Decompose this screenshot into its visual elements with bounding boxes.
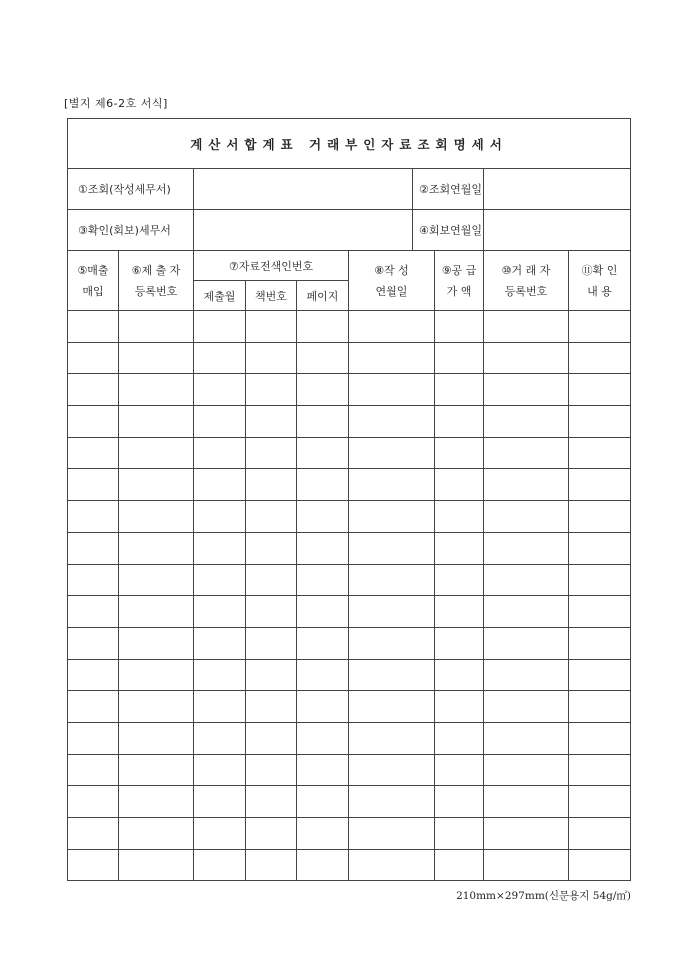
cell-submitter-reg-no[interactable] <box>119 849 194 881</box>
cell-confirmation[interactable] <box>569 722 631 754</box>
cell-supply-amount[interactable] <box>435 311 484 343</box>
cell-submitter-reg-no[interactable] <box>119 691 194 723</box>
form-title: 계산서합계표 거래부인자료조회명세서 <box>68 119 631 169</box>
cell-confirmation[interactable] <box>569 627 631 659</box>
cell-issue-date[interactable] <box>349 754 435 786</box>
table-row <box>68 532 631 564</box>
header-book-number: 책번호 <box>246 281 297 311</box>
cell-supply-amount[interactable] <box>435 786 484 818</box>
cell-trader-reg-no[interactable] <box>484 437 569 469</box>
header-trader-line1: ⑩거 래 자 <box>501 263 551 277</box>
cell-trader-reg-no[interactable] <box>484 374 569 406</box>
cell-submit-month[interactable] <box>194 627 246 659</box>
cell-book-number[interactable] <box>246 564 297 596</box>
table-row <box>68 691 631 723</box>
form-number-label: [별지 제6-2호 서식] <box>64 97 168 110</box>
cell-issue-date[interactable] <box>349 627 435 659</box>
cell-issue-date[interactable] <box>349 786 435 818</box>
cell-sales-purchase[interactable] <box>68 469 119 501</box>
cell-trader-reg-no[interactable] <box>484 849 569 881</box>
cell-supply-amount[interactable] <box>435 342 484 374</box>
cell-issue-date[interactable] <box>349 437 435 469</box>
cell-submitter-reg-no[interactable] <box>119 469 194 501</box>
table-row <box>68 437 631 469</box>
cell-submitter-reg-no[interactable] <box>119 406 194 438</box>
cell-submitter-reg-no[interactable] <box>119 501 194 533</box>
cell-sales-purchase[interactable] <box>68 406 119 438</box>
cell-sales-purchase[interactable] <box>68 754 119 786</box>
cell-issue-date[interactable] <box>349 691 435 723</box>
cell-book-number[interactable] <box>246 627 297 659</box>
cell-book-number[interactable] <box>246 311 297 343</box>
header-issue-date-line1: ⑧작 성 <box>374 263 409 277</box>
cell-trader-reg-no[interactable] <box>484 564 569 596</box>
cell-book-number[interactable] <box>246 722 297 754</box>
cell-submitter-reg-no[interactable] <box>119 818 194 850</box>
cell-page[interactable] <box>297 786 349 818</box>
cell-issue-date[interactable] <box>349 659 435 691</box>
cell-issue-date[interactable] <box>349 469 435 501</box>
cell-book-number[interactable] <box>246 406 297 438</box>
cell-trader-reg-no[interactable] <box>484 754 569 786</box>
cell-supply-amount[interactable] <box>435 469 484 501</box>
table-row <box>68 722 631 754</box>
cell-book-number[interactable] <box>246 691 297 723</box>
header-supply-amount-line1: ⑨공 급 <box>441 263 477 277</box>
cell-book-number[interactable] <box>246 469 297 501</box>
cell-page[interactable] <box>297 311 349 343</box>
cell-book-number[interactable] <box>246 818 297 850</box>
cell-trader-reg-no[interactable] <box>484 722 569 754</box>
cell-page[interactable] <box>297 437 349 469</box>
cell-book-number[interactable] <box>246 437 297 469</box>
cell-issue-date[interactable] <box>349 818 435 850</box>
cell-sales-purchase[interactable] <box>68 627 119 659</box>
cell-trader-reg-no[interactable] <box>484 691 569 723</box>
header-issue-date <box>349 251 435 311</box>
cell-trader-reg-no[interactable] <box>484 532 569 564</box>
cell-confirmation[interactable] <box>569 564 631 596</box>
cell-submit-month[interactable] <box>194 596 246 628</box>
cell-trader-reg-no[interactable] <box>484 406 569 438</box>
cell-submit-month[interactable] <box>194 437 246 469</box>
header-submitter-line2: 등록번호 <box>134 284 178 298</box>
cell-confirmation[interactable] <box>569 659 631 691</box>
cell-book-number[interactable] <box>246 342 297 374</box>
cell-issue-date[interactable] <box>349 722 435 754</box>
cell-confirmation[interactable] <box>569 311 631 343</box>
cell-submitter-reg-no[interactable] <box>119 564 194 596</box>
header-submit-month: 제출월 <box>194 281 246 311</box>
cell-page[interactable] <box>297 596 349 628</box>
cell-page[interactable] <box>297 564 349 596</box>
cell-page[interactable] <box>297 754 349 786</box>
cell-submit-month[interactable] <box>194 564 246 596</box>
table-row <box>68 564 631 596</box>
cell-page[interactable] <box>297 374 349 406</box>
cell-submit-month[interactable] <box>194 501 246 533</box>
cell-sales-purchase[interactable] <box>68 849 119 881</box>
cell-supply-amount[interactable] <box>435 406 484 438</box>
table-row <box>68 818 631 850</box>
cell-trader-reg-no[interactable] <box>484 596 569 628</box>
cell-page[interactable] <box>297 406 349 438</box>
cell-submitter-reg-no[interactable] <box>119 627 194 659</box>
header-supply-amount-line2: 가 액 <box>446 284 472 298</box>
cell-submit-month[interactable] <box>194 754 246 786</box>
cell-confirmation[interactable] <box>569 754 631 786</box>
cell-trader-reg-no[interactable] <box>484 311 569 343</box>
header-trader-line2: 등록번호 <box>504 284 548 298</box>
cell-submit-month[interactable] <box>194 722 246 754</box>
cell-submit-month[interactable] <box>194 469 246 501</box>
reply-date-label: ④회보연월일 <box>413 210 484 251</box>
cell-sales-purchase[interactable] <box>68 564 119 596</box>
cell-submitter-reg-no[interactable] <box>119 532 194 564</box>
table-row <box>68 849 631 881</box>
cell-sales-purchase[interactable] <box>68 374 119 406</box>
cell-book-number[interactable] <box>246 786 297 818</box>
cell-sales-purchase[interactable] <box>68 437 119 469</box>
cell-supply-amount[interactable] <box>435 659 484 691</box>
cell-trader-reg-no[interactable] <box>484 469 569 501</box>
table-row <box>68 596 631 628</box>
cell-sales-purchase[interactable] <box>68 342 119 374</box>
header-issue-date-line2: 연월일 <box>375 284 408 298</box>
cell-sales-purchase[interactable] <box>68 722 119 754</box>
cell-sales-purchase[interactable] <box>68 659 119 691</box>
cell-confirmation[interactable] <box>569 818 631 850</box>
cell-supply-amount[interactable] <box>435 564 484 596</box>
cell-confirmation[interactable] <box>569 501 631 533</box>
cell-supply-amount[interactable] <box>435 722 484 754</box>
cell-trader-reg-no[interactable] <box>484 342 569 374</box>
cell-page[interactable] <box>297 627 349 659</box>
cell-issue-date[interactable] <box>349 532 435 564</box>
inquiry-date-label: ②조회연월일 <box>413 169 484 210</box>
table-row <box>68 627 631 659</box>
cell-submit-month[interactable] <box>194 849 246 881</box>
cell-supply-amount[interactable] <box>435 374 484 406</box>
cell-submit-month[interactable] <box>194 786 246 818</box>
cell-submit-month[interactable] <box>194 532 246 564</box>
cell-confirmation[interactable] <box>569 469 631 501</box>
table-row <box>68 311 631 343</box>
inquiry-date-field[interactable] <box>484 169 631 210</box>
table-row <box>68 501 631 533</box>
cell-page[interactable] <box>297 469 349 501</box>
header-supply-amount <box>435 251 484 311</box>
cell-trader-reg-no[interactable] <box>484 659 569 691</box>
cell-book-number[interactable] <box>246 374 297 406</box>
inquiry-office-label: ①조회(작성세무서) <box>68 169 194 210</box>
cell-submit-month[interactable] <box>194 374 246 406</box>
cell-sales-purchase[interactable] <box>68 691 119 723</box>
cell-confirmation[interactable] <box>569 532 631 564</box>
cell-submit-month[interactable] <box>194 406 246 438</box>
cell-page[interactable] <box>297 659 349 691</box>
inquiry-statement-form <box>67 118 631 881</box>
cell-submitter-reg-no[interactable] <box>119 596 194 628</box>
cell-confirmation[interactable] <box>569 342 631 374</box>
cell-issue-date[interactable] <box>349 311 435 343</box>
cell-issue-date[interactable] <box>349 564 435 596</box>
cell-issue-date[interactable] <box>349 596 435 628</box>
cell-submitter-reg-no[interactable] <box>119 437 194 469</box>
header-sales-purchase <box>68 251 119 311</box>
header-confirmation <box>569 251 631 311</box>
cell-confirmation[interactable] <box>569 596 631 628</box>
table-row <box>68 374 631 406</box>
cell-supply-amount[interactable] <box>435 818 484 850</box>
cell-confirmation[interactable] <box>569 437 631 469</box>
cell-trader-reg-no[interactable] <box>484 501 569 533</box>
header-index-number-group: ⑦자료전색인번호 <box>194 251 349 281</box>
cell-page[interactable] <box>297 818 349 850</box>
cell-submitter-reg-no[interactable] <box>119 786 194 818</box>
cell-book-number[interactable] <box>246 501 297 533</box>
cell-supply-amount[interactable] <box>435 437 484 469</box>
table-row <box>68 786 631 818</box>
cell-submit-month[interactable] <box>194 691 246 723</box>
header-sales-purchase-line2: 매입 <box>82 284 104 298</box>
cell-issue-date[interactable] <box>349 849 435 881</box>
cell-issue-date[interactable] <box>349 406 435 438</box>
cell-submitter-reg-no[interactable] <box>119 311 194 343</box>
cell-sales-purchase[interactable] <box>68 501 119 533</box>
cell-confirmation[interactable] <box>569 374 631 406</box>
cell-sales-purchase[interactable] <box>68 596 119 628</box>
header-trader-reg-no <box>484 251 569 311</box>
cell-supply-amount[interactable] <box>435 532 484 564</box>
header-submitter-line1: ⑥제 출 자 <box>131 263 181 277</box>
cell-supply-amount[interactable] <box>435 501 484 533</box>
cell-supply-amount[interactable] <box>435 596 484 628</box>
confirm-office-label: ③확인(회보)세무서 <box>68 210 194 251</box>
cell-sales-purchase[interactable] <box>68 786 119 818</box>
cell-issue-date[interactable] <box>349 374 435 406</box>
cell-book-number[interactable] <box>246 532 297 564</box>
cell-confirmation[interactable] <box>569 849 631 881</box>
confirm-office-field[interactable] <box>194 210 413 251</box>
header-confirmation-line2: 내 용 <box>587 284 612 298</box>
table-row <box>68 659 631 691</box>
table-row <box>68 469 631 501</box>
cell-issue-date[interactable] <box>349 342 435 374</box>
header-sales-purchase-line1: ⑤매출 <box>77 263 109 277</box>
cell-submit-month[interactable] <box>194 342 246 374</box>
cell-page[interactable] <box>297 501 349 533</box>
cell-supply-amount[interactable] <box>435 691 484 723</box>
cell-confirmation[interactable] <box>569 786 631 818</box>
cell-page[interactable] <box>297 722 349 754</box>
cell-submitter-reg-no[interactable] <box>119 659 194 691</box>
cell-issue-date[interactable] <box>349 501 435 533</box>
cell-trader-reg-no[interactable] <box>484 627 569 659</box>
cell-page[interactable] <box>297 532 349 564</box>
cell-book-number[interactable] <box>246 659 297 691</box>
cell-trader-reg-no[interactable] <box>484 818 569 850</box>
header-confirmation-line1: ⑪확 인 <box>581 263 618 277</box>
cell-submitter-reg-no[interactable] <box>119 342 194 374</box>
table-row <box>68 342 631 374</box>
reply-date-field[interactable] <box>484 210 631 251</box>
table-row <box>68 406 631 438</box>
cell-sales-purchase[interactable] <box>68 311 119 343</box>
cell-submit-month[interactable] <box>194 659 246 691</box>
cell-book-number[interactable] <box>246 754 297 786</box>
cell-page[interactable] <box>297 342 349 374</box>
cell-submit-month[interactable] <box>194 311 246 343</box>
cell-sales-purchase[interactable] <box>68 532 119 564</box>
cell-submitter-reg-no[interactable] <box>119 374 194 406</box>
cell-confirmation[interactable] <box>569 691 631 723</box>
cell-page[interactable] <box>297 691 349 723</box>
header-submitter-reg-no <box>119 251 194 311</box>
cell-submit-month[interactable] <box>194 818 246 850</box>
cell-trader-reg-no[interactable] <box>484 786 569 818</box>
cell-page[interactable] <box>297 849 349 881</box>
cell-submitter-reg-no[interactable] <box>119 722 194 754</box>
cell-confirmation[interactable] <box>569 406 631 438</box>
cell-sales-purchase[interactable] <box>68 818 119 850</box>
inquiry-office-field[interactable] <box>194 169 413 210</box>
cell-supply-amount[interactable] <box>435 754 484 786</box>
table-row <box>68 754 631 786</box>
cell-book-number[interactable] <box>246 849 297 881</box>
cell-book-number[interactable] <box>246 596 297 628</box>
paper-spec-footnote: 210mm×297mm(신문용지 54g/㎡) <box>456 890 631 902</box>
header-page: 페이지 <box>297 281 349 311</box>
cell-supply-amount[interactable] <box>435 849 484 881</box>
cell-supply-amount[interactable] <box>435 627 484 659</box>
cell-submitter-reg-no[interactable] <box>119 754 194 786</box>
